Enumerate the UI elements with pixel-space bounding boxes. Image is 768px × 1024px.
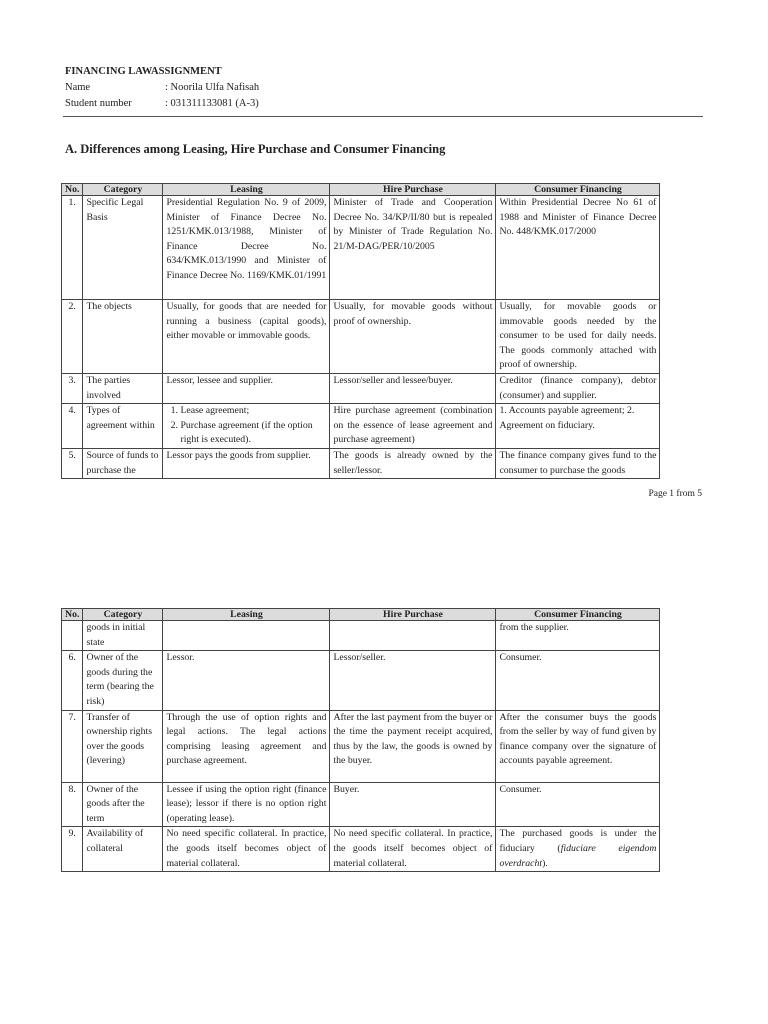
- header-hire-purchase: Hire Purchase: [330, 609, 496, 621]
- table-row: [62, 300, 660, 374]
- row-leasing: Lessor.: [163, 651, 330, 710]
- row-category: Types of agreement within: [83, 404, 163, 449]
- row-hire-purchase: Buyer.: [330, 782, 496, 827]
- row-category: Owner of the goods after the term: [83, 782, 163, 827]
- page-number: Page 1 from 5: [648, 489, 702, 499]
- row-category: goods in initial state: [83, 621, 163, 651]
- name-value: : Noorila Ulfa Nafisah: [165, 82, 260, 93]
- student-number-label: Student number: [65, 98, 132, 109]
- header-no: No.: [62, 184, 83, 196]
- consumer-text-post: ).: [542, 857, 548, 869]
- row-number: 1.: [62, 196, 83, 300]
- row-leasing: Usually, for goods that are needed for running a business (capital goods), either movable or immovable goods.: [163, 300, 330, 374]
- row-number: 3.: [62, 373, 83, 403]
- table-header-row: [62, 184, 660, 196]
- comparison-table-page-1: [61, 183, 660, 479]
- section-title: A. Differences among Leasing, Hire Purchase and Consumer Financing: [65, 142, 446, 156]
- consumer-text-italic: fiduciare eigendom overdracht: [499, 842, 657, 869]
- row-consumer-financing: Creditor (finance company), debtor (consumer) and supplier.: [496, 373, 660, 403]
- name-row: [65, 80, 259, 96]
- table-row: [62, 782, 660, 827]
- table-row: [62, 373, 660, 403]
- name-label: Name: [65, 82, 91, 93]
- row-category: Transfer of ownership rights over the goods (levering): [83, 710, 163, 782]
- row-leasing: Presidential Regulation No. 9 of 2009, Minister of Finance Decree No. 1251/KMK.013/1988, Minister of Finance Decree No. 634/KMK.013/1990 and Minister of Finance Decree No. 1169/KMK.01/1991: [163, 196, 330, 300]
- row-category: Specific Legal Basis: [83, 196, 163, 300]
- row-category: Owner of the goods during the term (bearing the risk): [83, 651, 163, 710]
- row-leasing: Lessor pays the goods from supplier.: [163, 448, 330, 478]
- header-leasing: Leasing: [163, 609, 330, 621]
- row-number: [62, 621, 83, 651]
- row-consumer-financing: The finance company gives fund to the consumer to purchase the goods: [496, 448, 660, 478]
- header-consumer-financing: Consumer Financing: [496, 609, 660, 621]
- row-hire-purchase: Lessor/seller and lessee/buyer.: [330, 373, 496, 403]
- row-number: 5.: [62, 448, 83, 478]
- table-header-row: [62, 609, 660, 621]
- row-consumer-financing: Within Presidential Decree No 61 of 1988 and Minister of Finance Decree No. 448/KMK.017/2000: [496, 196, 660, 300]
- header-hire-purchase: Hire Purchase: [330, 184, 496, 196]
- consumer-text-pre: The purchased goods is under the fiduciary (: [499, 828, 657, 854]
- table-row: [62, 196, 660, 300]
- document-header: [65, 64, 259, 112]
- header-category: Category: [83, 609, 163, 621]
- row-number: 6.: [62, 651, 83, 710]
- row-number: 4.: [62, 404, 83, 449]
- row-leasing: Through the use of option rights and legal actions. The legal actions comprising leasing agreement and purchase agreement.: [163, 710, 330, 782]
- leasing-agreement-list: [166, 404, 326, 448]
- student-number-value: : 031311133081 (A-3): [165, 98, 259, 109]
- row-leasing: [163, 404, 330, 449]
- row-number: 9.: [62, 827, 83, 872]
- row-hire-purchase: Minister of Trade and Cooperation Decree No. 34/KP/II/80 but is repealed by Minister of Trade Regulation No. 21/M-DAG/PER/10/2005: [330, 196, 496, 300]
- table-row: [62, 651, 660, 710]
- row-leasing: [163, 621, 330, 651]
- row-hire-purchase: Hire purchase agreement (combination on the essence of lease agreement and purchase agreement): [330, 404, 496, 449]
- document-page-2: [0, 600, 768, 1024]
- row-consumer-financing: 1. Accounts payable agreement; 2. Agreement on fiduciary.: [496, 404, 660, 449]
- row-category: Source of funds to purchase the: [83, 448, 163, 478]
- row-leasing: Lessee if using the option right (finance lease); lessor if there is no option right (operating lease).: [163, 782, 330, 827]
- header-divider: [63, 116, 703, 117]
- row-hire-purchase: The goods is already owned by the seller/lessor.: [330, 448, 496, 478]
- document-title: FINANCING LAWASSIGNMENT: [65, 66, 222, 77]
- row-hire-purchase: After the last payment from the buyer or the time the payment receipt acquired, thus by the law, the goods is owned by the buyer.: [330, 710, 496, 782]
- header-no: No.: [62, 609, 83, 621]
- row-consumer-financing: Usually, for movable goods or immovable goods needed by the consumer to be used for daily needs. The goods commonly attached with proof of ownership.: [496, 300, 660, 374]
- table-row: [62, 621, 660, 651]
- row-leasing: No need specific collateral. In practice, the goods itself becomes object of material collateral.: [163, 827, 330, 872]
- row-category: The parties involved: [83, 373, 163, 403]
- table-row: [62, 827, 660, 872]
- row-hire-purchase: Usually, for movable goods without proof of ownership.: [330, 300, 496, 374]
- row-consumer-financing: from the supplier.: [496, 621, 660, 651]
- comparison-table-page-2: [61, 608, 660, 872]
- table-row: [62, 404, 660, 449]
- row-number: 7.: [62, 710, 83, 782]
- row-hire-purchase: [330, 621, 496, 651]
- row-category: The objects: [83, 300, 163, 374]
- student-number-row: [65, 96, 259, 112]
- row-consumer-financing: Consumer.: [496, 651, 660, 710]
- row-consumer-financing: After the consumer buys the goods from the seller by way of fund given by finance company over the signature of accounts payable agreement.: [496, 710, 660, 782]
- row-number: 8.: [62, 782, 83, 827]
- list-item: 1. Lease agreement;: [180, 404, 326, 419]
- table-row: [62, 710, 660, 782]
- row-hire-purchase: No need specific collateral. In practice, the goods itself becomes object of material collateral.: [330, 827, 496, 872]
- header-leasing: Leasing: [163, 184, 330, 196]
- row-consumer-financing: Consumer.: [496, 782, 660, 827]
- header-category: Category: [83, 184, 163, 196]
- table-row: [62, 448, 660, 478]
- row-leasing: Lessor, lessee and supplier.: [163, 373, 330, 403]
- header-consumer-financing: Consumer Financing: [496, 184, 660, 196]
- row-hire-purchase: Lessor/seller.: [330, 651, 496, 710]
- row-consumer-financing: [496, 827, 660, 872]
- list-item: 2. Purchase agreement (if the option right is executed).: [180, 419, 326, 448]
- row-number: 2.: [62, 300, 83, 374]
- row-category: Availability of collateral: [83, 827, 163, 872]
